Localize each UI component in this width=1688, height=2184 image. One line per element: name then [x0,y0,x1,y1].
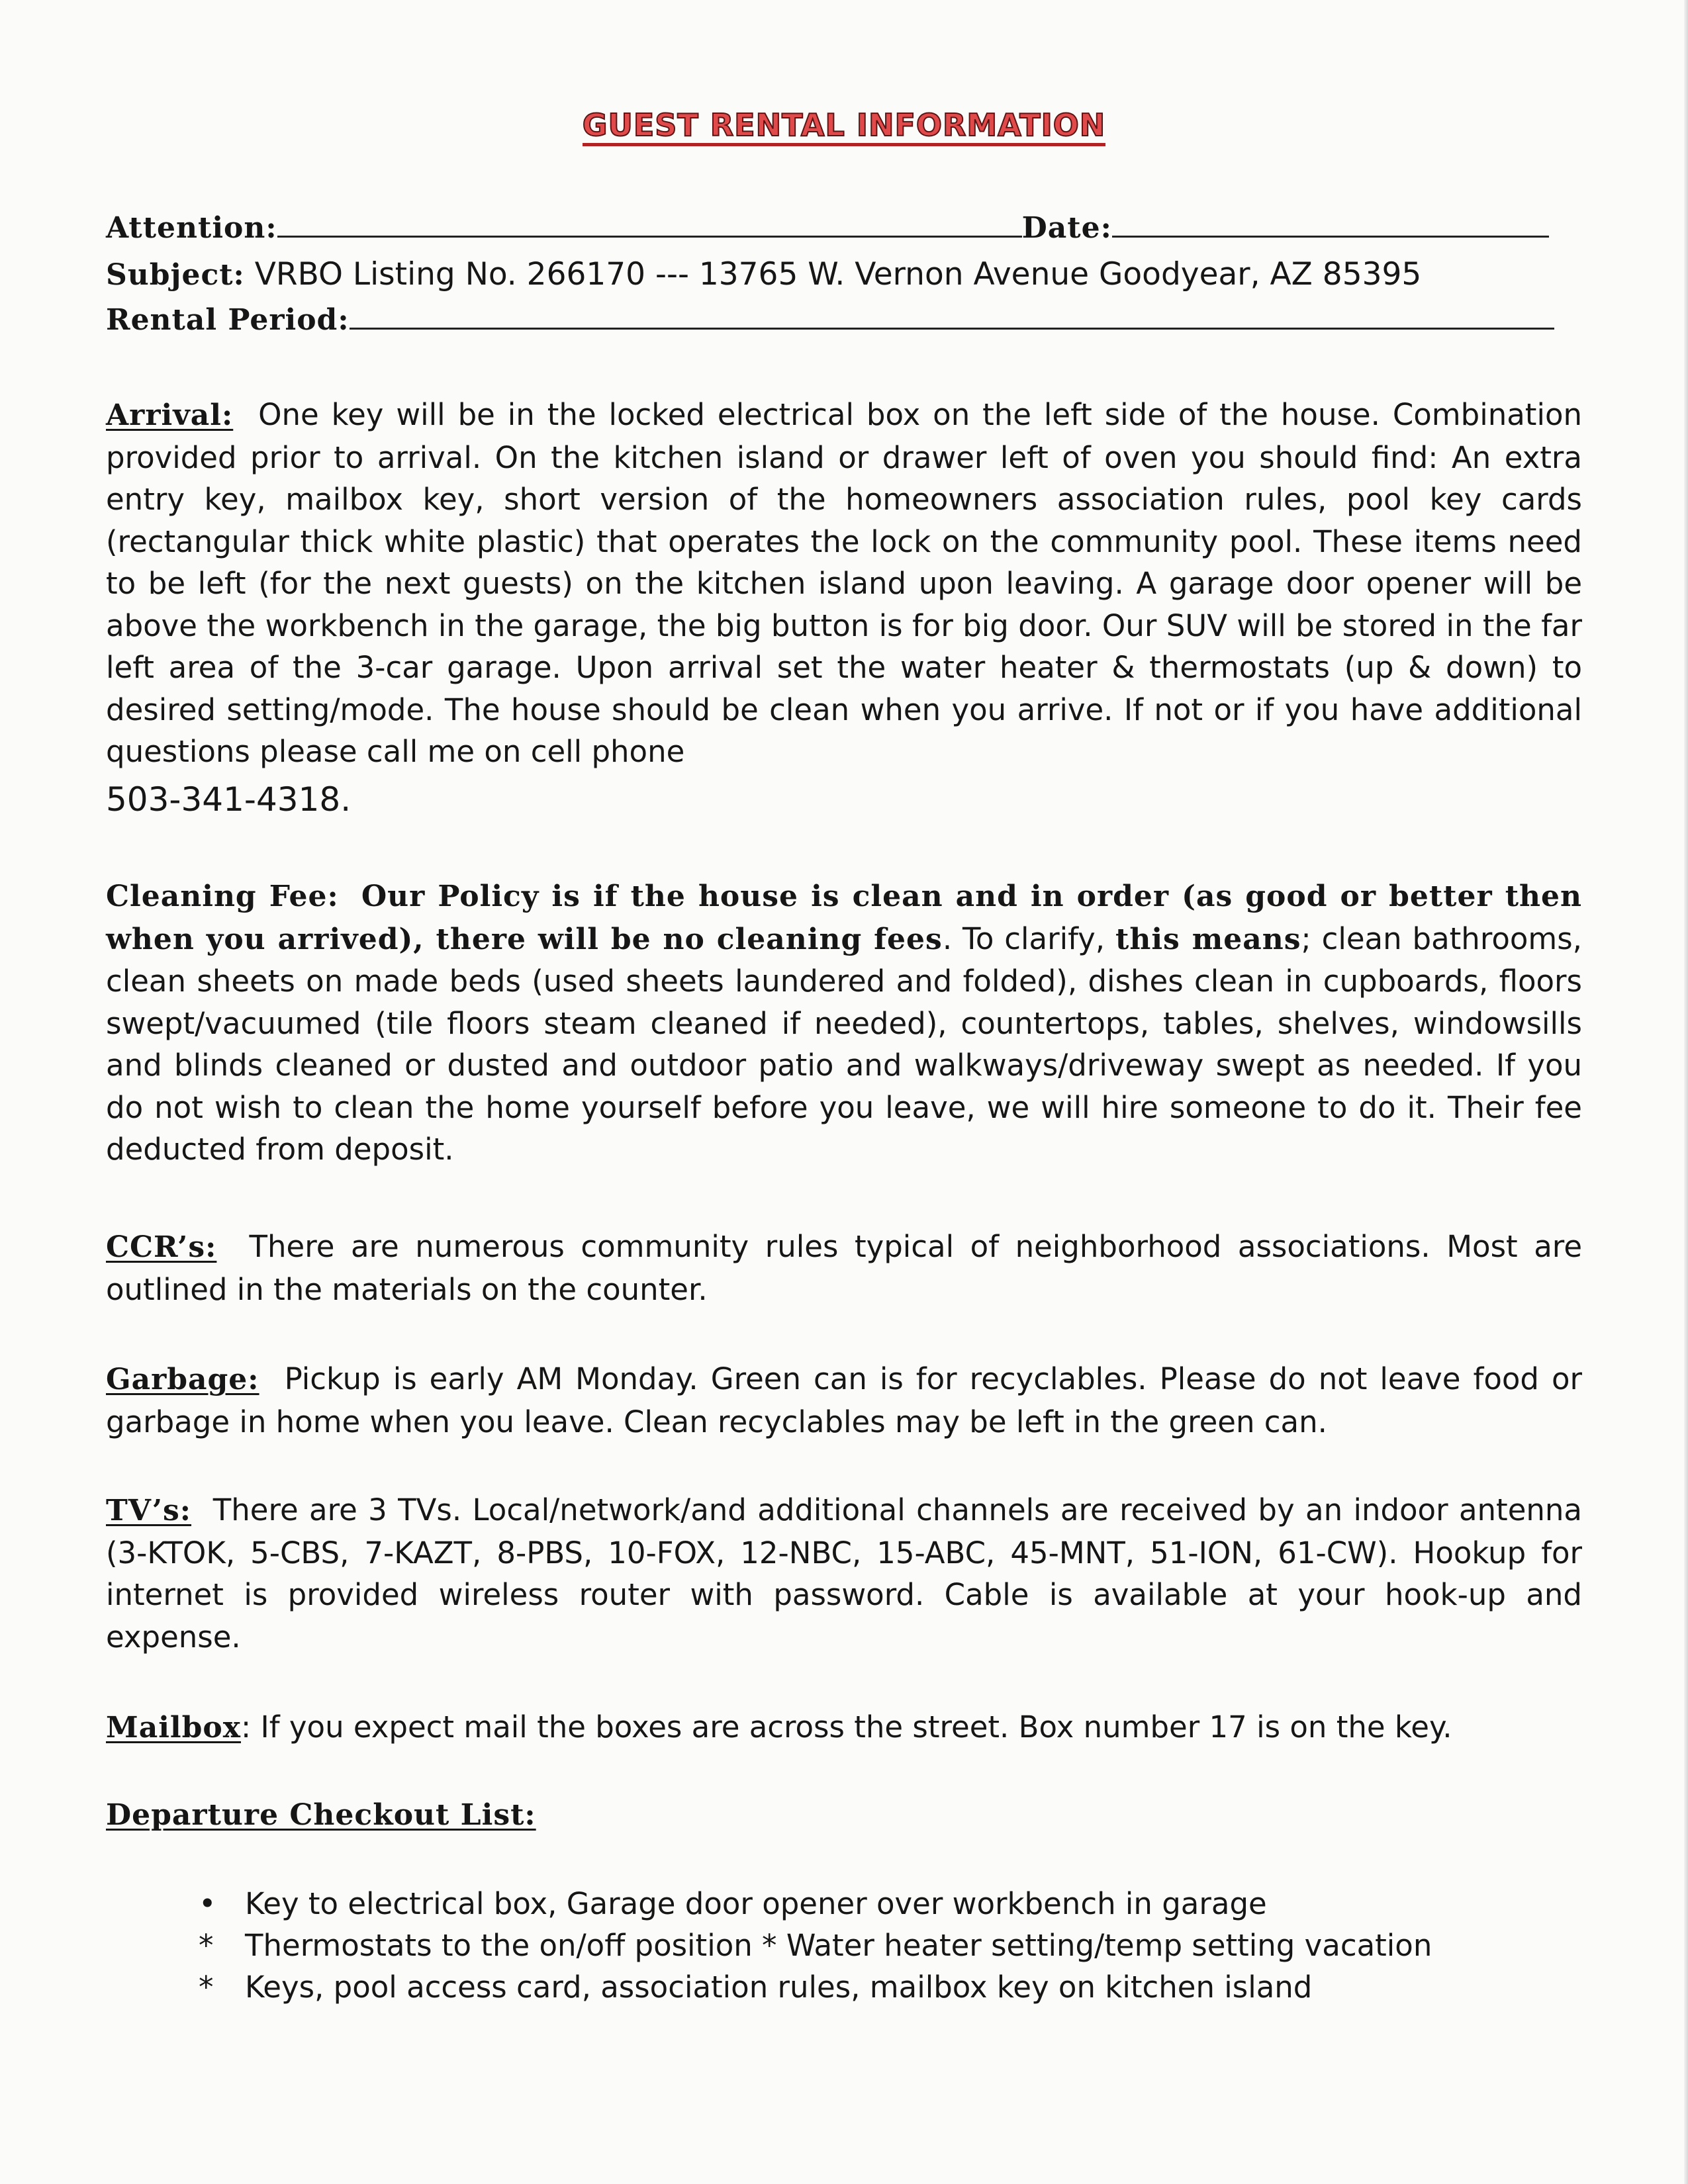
list-item [199,1883,1589,1925]
ccrs-text: There are numerous community rules typical of neighborhood associations. Most are outlined in the materials on the counter. [106,1229,1583,1307]
cleaning-text-a: . To clarify, [942,921,1105,956]
list-item-text: Key to electrical box, Garage door opener over workbench in garage [245,1886,1267,1921]
asterisk-icon: * [199,1970,214,2005]
garbage-text: Pickup is early AM Monday. Green can is for recyclables. Please do not leave food or garbage in home when you leave. Clean recyclables may be left in the green can. [106,1361,1583,1439]
attention-blank [277,209,1022,238]
tvs-section [106,1489,1582,1658]
attention-label: Attention: [106,211,277,245]
document-title-text: GUEST RENTAL INFORMATION [583,107,1106,146]
list-item [199,1925,1589,1966]
subject-label: Subject: [106,258,245,292]
mailbox-section [106,1706,1582,1749]
scan-edge [1684,0,1688,2184]
arrival-section [106,394,1582,826]
tvs-text: There are 3 TVs. Local/network/and additional channels are received by an indoor antenna (3-KTOK, 5-CBS, 7-KAZT, 8-PBS, 10-FOX, 12-NBC, 15-ABC, 45-MNT, 51-ION, 61-CW). Hookup for internet is provided wireless router with password. Cable is available at your hook-up and expense. [106,1492,1582,1655]
garbage-heading: Garbage: [106,1363,259,1396]
cleaning-heading: Cleaning Fee: [106,880,339,913]
asterisk-icon: * [199,1928,214,1963]
mailbox-text: If you expect mail the boxes are across the street. Box number 17 is on the key. [260,1709,1452,1745]
rental-period-blank [350,301,1554,330]
mailbox-heading: Mailbox [106,1711,241,1745]
garbage-section [106,1358,1582,1443]
attention-date-row [106,209,1582,246]
list-item [199,1966,1589,2008]
ccrs-heading: CCR’s: [106,1230,217,1264]
subject-text: VRBO Listing No. 266170 --- 13765 W. Vernon Avenue Goodyear, AZ 85395 [254,256,1422,293]
list-item-text: Thermostats to the on/off position * Water heater setting/temp setting vacation [245,1928,1432,1963]
departure-heading: Departure Checkout List: [106,1798,536,1832]
date-blank [1112,209,1549,238]
document-title [0,107,1688,143]
date-label: Date: [1021,211,1112,245]
cleaning-policy: Our Policy is if the house is clean and in order (as good or better then when you arrived), there will be no cleaning fees [106,880,1582,956]
cleaning-section [106,875,1582,1171]
cleaning-emph: this means [1115,922,1301,956]
rental-period-row [106,301,1582,338]
rental-period-label: Rental Period: [106,303,350,337]
cleaning-text-b: ; clean bathrooms, clean sheets on made beds (used sheets laundered and folded), dishes clean in cupboards, floors swept/vacuumed (tile floors steam cleaned if needed), countertops, tables, shelves, windowsills and blinds cleaned or dusted and outdoor patio and walkways/driveway swept as needed. If you do not wish to clean the home yourself before you leave, we will hire someone to do it. Their fee deducted from deposit. [106,921,1582,1167]
departure-checklist [199,1883,1589,2008]
bullet-icon: • [199,1886,216,1921]
departure-section [106,1794,1582,1837]
subject-row [106,256,1582,293]
arrival-phone: 503-341-4318. [106,780,352,819]
arrival-text: One key will be in the locked electrical box on the left side of the house. Combination provided prior to arrival. On the kitchen island or drawer left of oven you should find: An extra entry key, mailbox key, short version of the homeowners association rules, pool key cards (rectangular thick white plastic) that operates the lock on the community pool. These items need to be left (for the next guests) on the kitchen island upon leaving. A garage door opener will be above the workbench in the garage, the big button is for big door. Our SUV will be stored in the far left area of the 3-car garage. Upon arrival set the water heater & thermostats (up & down) to desired setting/mode. The house should be clean when you arrive. If not or if you have additional questions please call me on cell phone [106,397,1582,769]
list-item-text: Keys, pool access card, association rules, mailbox key on kitchen island [245,1970,1313,2005]
ccrs-section [106,1226,1582,1310]
arrival-heading: Arrival: [106,398,234,432]
tvs-heading: TV’s: [106,1494,192,1527]
mailbox-colon: : [241,1709,252,1745]
